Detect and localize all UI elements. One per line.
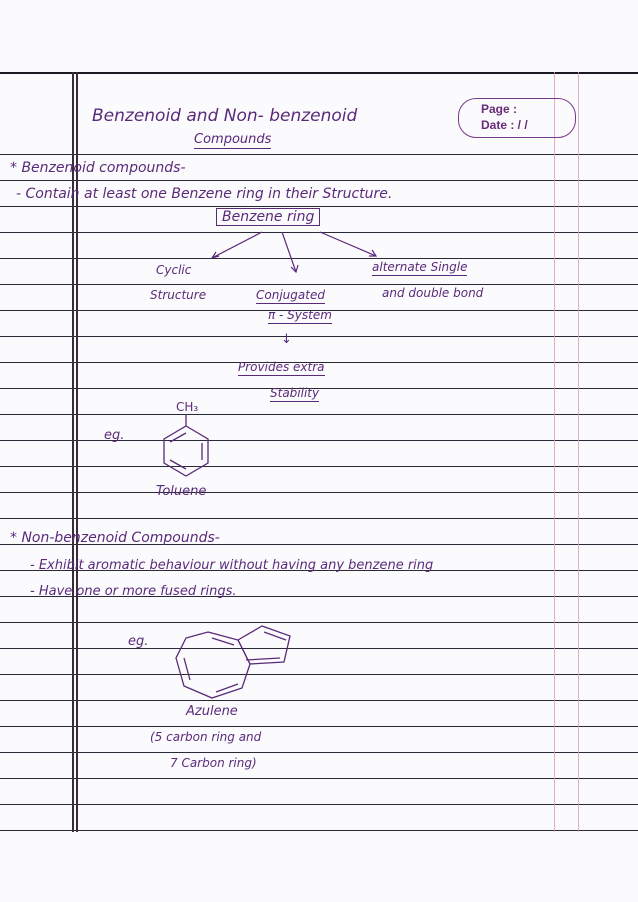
page-title: Benzenoid and Non- benzenoid — [92, 106, 358, 126]
double-bond — [246, 658, 280, 660]
azulene-structure — [176, 626, 290, 698]
substituent-label: CH₃ — [176, 400, 199, 414]
feature-cyclic-2: Structure — [150, 288, 207, 302]
toluene-label: Toluene — [156, 484, 207, 499]
arrow-line — [212, 232, 262, 258]
non-benzenoid-point-1: - Exhibit aromatic behaviour without having any benzene ring — [30, 558, 434, 573]
double-bond — [184, 658, 190, 680]
feature-pi-system: π - System — [268, 308, 332, 322]
feature-alternate-2: and double bond — [382, 286, 484, 300]
benzenoid-definition: - Contain at least one Benzene ring in their Structure. — [16, 186, 393, 202]
azulene-note-1: (5 carbon ring and — [150, 730, 262, 744]
page-subtitle: Compounds — [194, 132, 272, 147]
provides-extra: Provides extra — [238, 360, 325, 374]
page-label: Page : — [481, 102, 518, 116]
feature-alternate: alternate Single — [372, 260, 468, 274]
eg-label: eg. — [128, 634, 149, 649]
benzenoid-heading: * Benzenoid compounds- — [10, 160, 186, 176]
azulene-note-2: 7 Carbon ring) — [170, 756, 257, 770]
arrow-line — [320, 232, 376, 256]
azulene-label: Azulene — [186, 704, 238, 719]
eg-label: eg. — [104, 428, 125, 443]
branch-arrows — [212, 232, 376, 272]
date-label: Date : / / — [481, 118, 528, 132]
feature-cyclic: Cyclic — [156, 263, 192, 277]
arrow-line — [282, 232, 296, 272]
non-benzenoid-point-2: - Have one or more fused rings. — [30, 584, 237, 599]
non-benzenoid-heading: * Non-benzenoid Compounds- — [10, 530, 220, 546]
feature-conjugated: Conjugated — [256, 288, 325, 302]
benzene-ring-box: Benzene ring — [216, 208, 320, 226]
double-bond — [212, 638, 234, 645]
stability: Stability — [270, 386, 320, 400]
down-arrow: ↓ — [281, 332, 292, 347]
toluene-structure — [164, 414, 208, 476]
